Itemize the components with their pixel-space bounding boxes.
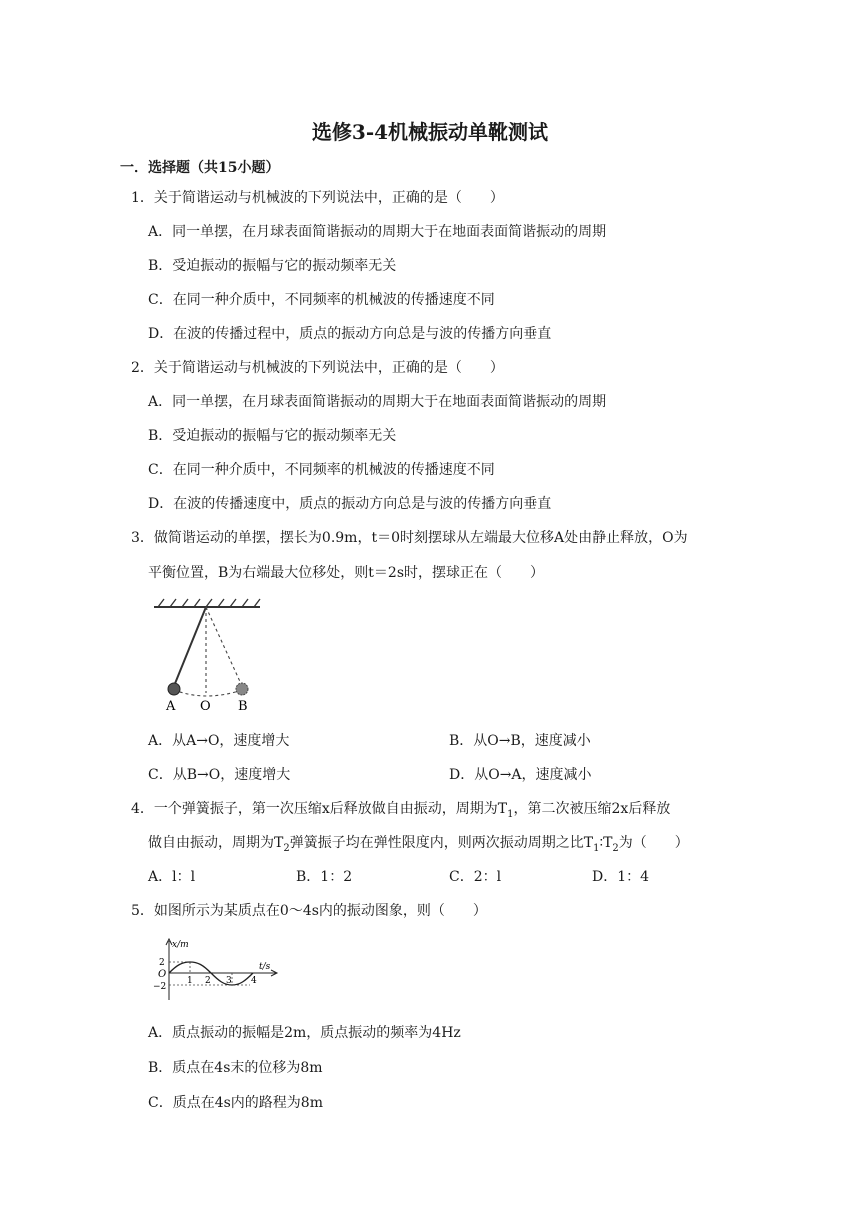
x-tick-1: 1 xyxy=(187,976,193,986)
q2-stem: 2．关于简谐运动与机械波的下列说法中，正确的是（ ） xyxy=(131,360,504,376)
q5-stem: 5．如图所示为某质点在0～4s内的振动图象，则（ ） xyxy=(131,903,487,919)
q4-stem-line1: 4．一个弹簧振子，第一次压缩x后释放做自由振动，周期为$T_1$，第二次被压缩2x后释放 xyxy=(131,801,671,820)
t-axis-label: t/s xyxy=(259,962,271,972)
y-tick-neg2: −2 xyxy=(153,982,167,992)
vibration-graph xyxy=(150,936,290,1002)
q1-option-a: A．同一单摆，在月球表面简谐振动的周期大于在地面表面简谐振动的周期 xyxy=(148,224,607,240)
q4-option-a: A．l：l xyxy=(148,869,196,885)
x-tick-2: 2 xyxy=(205,976,211,986)
q5-option-c: C．质点在4s内的路程为8m xyxy=(148,1095,323,1111)
label-a: A xyxy=(166,699,176,714)
q1-stem: 1．关于简谐运动与机械波的下列说法中，正确的是（ ） xyxy=(131,190,504,206)
section-heading: 一．选择题（共15小题） xyxy=(120,160,280,176)
y-tick-2: 2 xyxy=(159,958,165,968)
q3-stem-line1: 3．做简谐运动的单摆，摆长为0.9m，t＝0时刻摆球从左端最大位移A处由静止释放，O为 xyxy=(131,530,688,546)
q3-option-b: B．从O→B，速度减小 xyxy=(449,733,591,749)
bob-b xyxy=(236,683,248,695)
bob-a xyxy=(168,683,180,695)
q3-option-c: C．从B→O，速度增大 xyxy=(148,767,291,783)
y-axis-label: x/m xyxy=(172,940,189,950)
q3-stem-line2: 平衡位置，B为右端最大位移处，则t＝2s时，摆球正在（ ） xyxy=(148,565,545,581)
ceiling-support xyxy=(154,599,260,607)
q2-option-a: A．同一单摆，在月球表面简谐振动的周期大于在地面表面简谐振动的周期 xyxy=(148,394,607,410)
label-b: B xyxy=(238,699,248,714)
x-tick-3: 3 xyxy=(226,976,232,986)
pendulum-string xyxy=(174,607,206,686)
q5-option-b: B．质点在4s末的位移为8m xyxy=(148,1060,323,1076)
q3-option-d: D．从O→A，速度减小 xyxy=(449,767,592,783)
q4-option-d: D．1：4 xyxy=(592,869,650,885)
q4-stem-line2: 做自由振动，周期为$T_2$弹簧振子均在弹性限度内，则两次振动周期之比$T_1∶T_2$为（ ） xyxy=(148,835,689,854)
page-title: 选修3-4机械振动单靴测试 xyxy=(311,120,549,144)
q1-option-b: B．受迫振动的振幅与它的振动频率无关 xyxy=(148,258,397,274)
q4-option-c: C．2：l xyxy=(449,869,502,885)
q5-option-a: A．质点振动的振幅是2m，质点振动的频率为4Hz xyxy=(148,1025,461,1041)
q2-option-d: D．在波的传播速度中，质点的振动方向总是与波的传播方向垂直 xyxy=(148,496,552,512)
q2-option-c: C．在同一种介质中，不同频率的机械波的传播速度不同 xyxy=(148,462,495,478)
right-dashed-string xyxy=(206,607,242,686)
q3-option-a: A．从A→O，速度增大 xyxy=(148,733,290,749)
q4-option-b: B．1：2 xyxy=(296,869,353,885)
q1-option-c: C．在同一种介质中，不同频率的机械波的传播速度不同 xyxy=(148,292,495,308)
q1-option-d: D．在波的传播过程中，质点的振动方向总是与波的传播方向垂直 xyxy=(148,326,552,342)
q2-option-b: B．受迫振动的振幅与它的振动频率无关 xyxy=(148,428,397,444)
label-o: O xyxy=(200,699,211,714)
pendulum-figure xyxy=(150,598,270,714)
x-tick-4: 4 xyxy=(251,976,257,986)
swing-arc xyxy=(174,690,242,696)
origin-label: O xyxy=(158,969,167,980)
